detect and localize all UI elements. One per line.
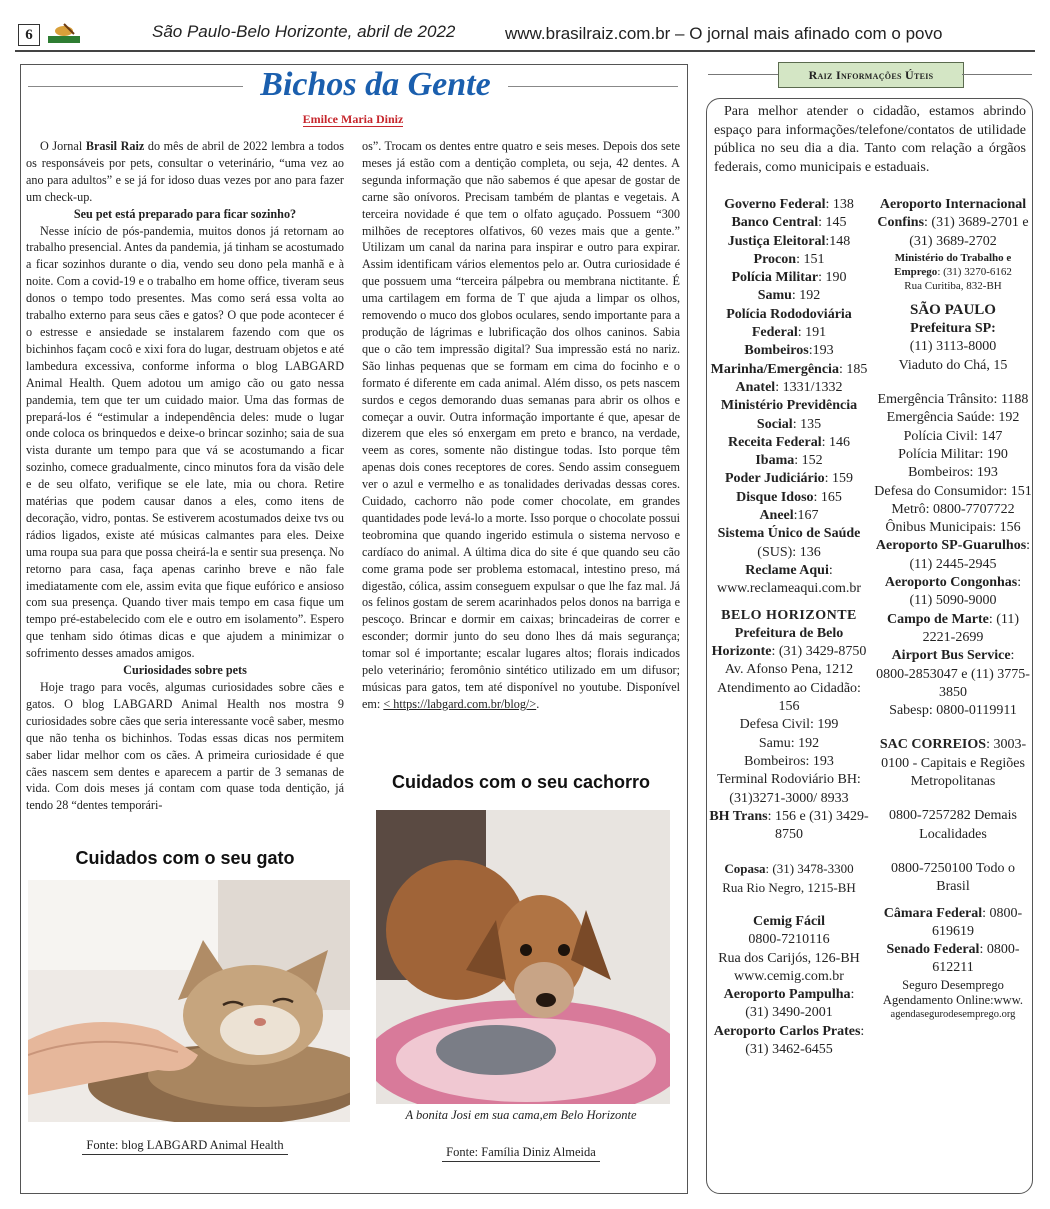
cemig-phone: 0800-7210116 [748, 932, 830, 948]
contact-samu: Samu: 192 [757, 288, 821, 304]
dog-section-title: Cuidados com o seu cachorro [391, 772, 651, 792]
contact-confins: Aeroporto Internacional Confins: (31) 3689-2701 e (31) 3689-2702 [877, 197, 1029, 249]
reclame-aqui-link[interactable]: www.reclameaqui.com.br [716, 581, 862, 597]
header-rule [15, 50, 1035, 52]
contact-procon: Procon: 151 [753, 251, 825, 267]
dog-photo-caption: A bonita Josi em sua cama,em Belo Horizonte [405, 1108, 637, 1122]
contact-bh-trans: BH Trans: 156 e (31) 3429-8750 [709, 808, 869, 843]
paragraph-alone: Nesse início de pós-pandemia, muitos donos já retornam ao trabalho presencial. Antes da pandemia, já tinham se acostumado a ficar sozinhos durante o dia, vendo seu dono pela manhã e à noite. Com a covid-19 e o trabalho em home office, tiveram seus donos o tempo todo presentes. Mas como será essa volta ao trabalho externo para seus cães e gatos? O que pode acontecer é o estresse e ansiedade se instalarem fazendo com que os bichinhos façam cocô e xixi fora do lugar, destruam objetos e até lambedura excessiva, conforme informa o blog LABGARD Animal Health. Quem adotou um amigo cão ou gato nessa pandemia, tem que ter um cuidado maior. Uma das formas de prepará-los é “estimular a independência deles: mude o lugar onde coloca os brinquedos e deixe-o brincar sozinho; saia de sua vista durante um tempo para que vá se acostumando a ficar sozinho, comece gradualmente, cinco minutos fora da visão dele e de seu olfato, verifique se ele late, mia ou chora. Retire matérias que podem causar danos a eles, como itens de decoração, vidro, pontas. Se estiverem acostumados deixe tvs ou rádios ligados, existe até músicas calmantes para eles. Deixe uma roupa sua para que possa cheirá-la e sentir sua presença. No retorno para casa, faça apenas carinho breve e não fale imediatamente com ele, assim evita que fique eufórico e ansioso com sua presença. Quando tiver mais tempo em casa fique um tempo pré-estabelecido com ele e outro em isolamento”. Espero que tenham sido ótimas dicas e que ajudem a minimizar o sofrimento desses amados amigos. [26, 223, 344, 661]
contact-senado-federal: Senado Federal: 0800-612211 [886, 942, 1020, 976]
contact-copasa: Copasa: (31) 3478-3300 [724, 861, 854, 877]
contact-receita: Receita Federal: 146 [727, 434, 851, 450]
contact-atendimento: Atendimento ao Cidadão: 156 [717, 680, 861, 715]
dog-photo-source [362, 1145, 680, 1160]
contact-ibama: Ibama: 152 [755, 453, 823, 469]
source-link[interactable]: < https://labgard.com.br/blog/> [383, 696, 537, 711]
sidebar-column-2 [874, 196, 1032, 1022]
subheading-curiosities: Curiosidades sobre pets [123, 663, 247, 678]
article-column-1 [26, 138, 344, 814]
contact-judiciario: Poder Judiciário: 159 [724, 471, 854, 487]
contact-previdencia: Ministério Previdência Social: 135 [720, 398, 858, 432]
author-name: Emilce Maria Diniz [302, 112, 404, 126]
title-rule-left [28, 86, 243, 87]
cat-section-title: Cuidados com o seu gato [75, 848, 295, 868]
contact-banco-central: Banco Central: 145 [731, 215, 847, 231]
sidebar-column-1 [708, 196, 870, 1059]
mte-address: Rua Curitiba, 832-BH [904, 279, 1002, 292]
dog-photo [376, 810, 670, 1104]
contact-prefeitura-bh: Prefeitura de Belo Horizonte: (31) 3429-8750 [711, 625, 867, 660]
pampulha-phone: (31) 3490-2001 [745, 1005, 833, 1021]
intro-text-cont: do mês de abril de 2022 lembra a todos os responsáveis por pets, consultar o veterinário, “uma vez ao ano para adultos” e se já for idoso duas vezes por ano para fazer um check-up. [26, 139, 344, 204]
paragraph-continued [362, 138, 680, 713]
contact-emergencia-transito: Emergência Trânsito: 1188 [877, 392, 1029, 408]
contact-reclame-aqui: Reclame Aqui: [745, 562, 833, 578]
contact-mte: Ministério do Trabalho e Emprego: (31) 3270-6162 [894, 251, 1012, 278]
dog-source-text: Fonte: Família Diniz Almeida [442, 1145, 600, 1162]
article-author [20, 112, 686, 127]
sac-demais-localidades: 0800-7257282 Demais Localidades [889, 808, 1017, 842]
sidebar-intro [714, 103, 1026, 177]
contact-sac-correios: SAC CORREIOS: 3003-0100 - Capitais e Regiões Metropolitanas [879, 737, 1027, 790]
contact-marinha: Marinha/Emergência: 185 [710, 361, 868, 377]
cat-photo-source [26, 1138, 344, 1153]
contact-cemig: Cemig Fácil [753, 913, 825, 929]
sidebar-rule-left [708, 74, 778, 75]
contact-gov-federal: Governo Federal: 138 [724, 197, 854, 212]
contact-defesa-consumidor: Defesa do Consumidor: 151 [874, 483, 1032, 499]
contact-policia-militar: Polícia Militar: 190 [731, 270, 847, 286]
section-sao-paulo: SÃO PAULO [910, 301, 996, 318]
contact-bombeiros: Bombeiros:193 [744, 343, 834, 359]
contact-samu-bh: Samu: 192 [758, 735, 820, 751]
contact-sus: Sistema Único de Saúde (SUS): 136 [717, 526, 861, 560]
contact-guarulhos: Aeroporto SP-Guarulhos: (11) 2445-2945 [875, 538, 1031, 572]
contact-campo-de-marte: Campo de Marte: (11) 2221-2699 [886, 611, 1020, 645]
cemig-address: Rua dos Carijós, 126-BH [718, 950, 860, 966]
contact-prefeitura-sp: Prefeitura SP: [910, 321, 996, 337]
contact-emergencia-saude: Emergência Saúde: 192 [886, 410, 1020, 426]
contact-rodoviaria: Terminal Rodoviário BH: (31)3271-3000/ 8933 [717, 772, 861, 806]
cemig-link[interactable]: www.cemig.com.br [734, 968, 844, 984]
contact-onibus: Ônibus Municipais: 156 [885, 520, 1021, 536]
paragraph-curiosities: Hoje trago para vocês, algumas curiosidades sobre cães e gatos. O blog LABGARD Animal Health nos mostra 9 curiosidades sobre cães que seria interessante você saber, mesmo que não tenha os bichinhos. Todas essas dicas nos permitem saber lidar melhor com os cães. A primeira curiosidade é que cães nascem sem dentes e aparecem a partir de 3 semanas de vida. Com dois meses já contam com quase toda dentição, já tendo 28 “dentes temporári- [26, 680, 344, 813]
prefeitura-bh-address: Av. Afonso Pena, 1212 [724, 662, 854, 678]
sidebar-rule-right [962, 74, 1032, 75]
continued-text: os”. Trocam os dentes entre quatro e seis meses. Depois dos sete meses já estão com a dentição completa, ou seja, 42 dentes. A segunda informação que não sabemos é que apesar de gostar de carne são onívoros. Precisam também de plantas e vegetais. A terceira novidade é que tem o olfato aguçado. Possuem “300 milhões de receptores olfativos, 60 vezes mais que a gente.” Utilizam um canal da narina para inspirar e outro para expirar. Assim identificam vários elementos pelo ar. Outra curiosidade é que possuem uma “terceira pálpebra ou membrana nictitante. É uma cartilagem em forma de T que ajuda a limpar os olhos, removendo o muco dos globos oculares, sendo importante para a produção de lágrimas e lubrificação dos olhos caninos. Sabia que o cão tem impressão digital? Sua impressão está no nariz. São linhas pequenas que se formam em cima do focinho e o formato é diferente em cada animal. Além disso, os pets nascem surdos e cegos demorando duas semanas para abrir os olhos e começar a ouvir. Outra informação importante é que, apesar de dizerem que eles só enxergam em preto e branco, na verdade, veem as cores, somente não distingue todas. Isto porque têm apenas dois cones receptores de cores. Sendo assim conseguem ver o azul e vermelho e as tonalidades derivadas dessas cores. Cuidado, cachorro não pode comer chocolate, em grandes quantidades pode levá-lo a morte. Isso porque o chocolate possui teobromina que quando ingerido estimula o sistema nervoso e cardíaco do animal. A última dica do site é que quando seu cão come grama pode ser problema estomacal, intestino preso, má digestão, cólica, assim conseguem expulsar o que lhe faz mal. Já os felinos gostam de serem acarinhados pelos donos na barriga e pescoço. Brincar e dormir em caixas; brincadeiras de correr e esconder; dormir junto do seu dono lhes dá mais segurança; tomar sol é importante; escalar lugares altos; florais indicados pelo veterinário; feromônio sintético utilizado em um difusor; músicas para gatos, tem até disponível no youtube. Disponível em: [362, 139, 680, 711]
contact-camara-federal: Câmara Federal: 0800-619619 [883, 905, 1023, 939]
title-rule-right [508, 86, 678, 87]
page-number: 6 [18, 24, 40, 46]
header-site-slogan[interactable]: www.brasilraiz.com.br – O jornal mais afinado com o povo [505, 24, 943, 43]
contact-policia-militar-sp: Polícia Militar: 190 [898, 446, 1008, 462]
contact-disque-idoso: Disque Idoso: 165 [736, 489, 842, 505]
contact-aneel: Aneel:167 [759, 508, 819, 524]
contact-metro: Metrô: 0800-7707722 [891, 501, 1015, 517]
paragraph-intro [26, 138, 344, 206]
subheading-alone: Seu pet está preparado para ficar sozinho? [73, 206, 297, 221]
contact-defesa-civil: Defesa Civil: 199 [739, 717, 839, 733]
contact-congonhas: Aeroporto Congonhas: (11) 5090-9000 [884, 575, 1022, 609]
contact-aeroporto-prates: Aeroporto Carlos Prates: (31) 3462-6455 [713, 1023, 865, 1058]
contact-bombeiros-bh: Bombeiros: 193 [744, 753, 834, 769]
section-belo-horizonte: BELO HORIZONTE [721, 607, 857, 623]
contact-aeroporto-pampulha: Aeroporto Pampulha: [723, 987, 855, 1003]
prefeitura-sp-phone: (11) 3113-8000 [909, 339, 997, 355]
intro-text: O Jornal [40, 139, 86, 153]
seguro-desemprego-link[interactable]: agendasegurodesemprego.org [890, 1008, 1016, 1020]
cat-photo [28, 880, 350, 1122]
article-column-2 [362, 138, 680, 713]
brasil-raiz-logo [44, 22, 84, 46]
contact-bombeiros-sp: Bombeiros: 193 [908, 465, 998, 481]
intro-bold: Brasil Raiz [85, 139, 145, 153]
article-title: Bichos da Gente [260, 66, 491, 103]
cat-source-text: Fonte: blog LABGARD Animal Health [82, 1138, 287, 1155]
prefeitura-sp-address: Viaduto do Chá, 15 [898, 357, 1008, 373]
contact-policia-civil: Polícia Civil: 147 [903, 428, 1003, 444]
contact-seguro-desemprego: Seguro Desemprego Agendamento Online:www. [882, 977, 1024, 1007]
header-date: abril de 2022 [357, 22, 456, 41]
contact-justica-eleitoral: Justiça Eleitoral:148 [727, 233, 851, 249]
contact-anatel: Anatel: 1331/1332 [735, 379, 843, 395]
sidebar-label: Raiz Informações Úteis [778, 62, 964, 88]
contact-sabesp: Sabesp: 0800-0119911 [889, 703, 1017, 719]
header-place: São Paulo-Belo Horizonte, [152, 22, 358, 41]
sidebar-intro-text: Para melhor atender o cidadão, estamos abrindo espaço para informações/telefone/contatos de utilidade pública no seu dia a dia. Tanto com relação a órgãos federais, como municipais e estaduais. [714, 104, 1026, 175]
contact-airport-bus: Airport Bus Service: 0800-2853047 e (11) 3775-3850 [876, 648, 1030, 700]
sac-todo-brasil: 0800-7250100 Todo o Brasil [891, 860, 1015, 895]
header-place-date [152, 22, 455, 42]
copasa-address: Rua Rio Negro, 1215-BH [722, 879, 856, 895]
continued-end: . [536, 696, 540, 711]
contact-prf: Polícia Rododoviária Federal: 191 [726, 306, 852, 341]
